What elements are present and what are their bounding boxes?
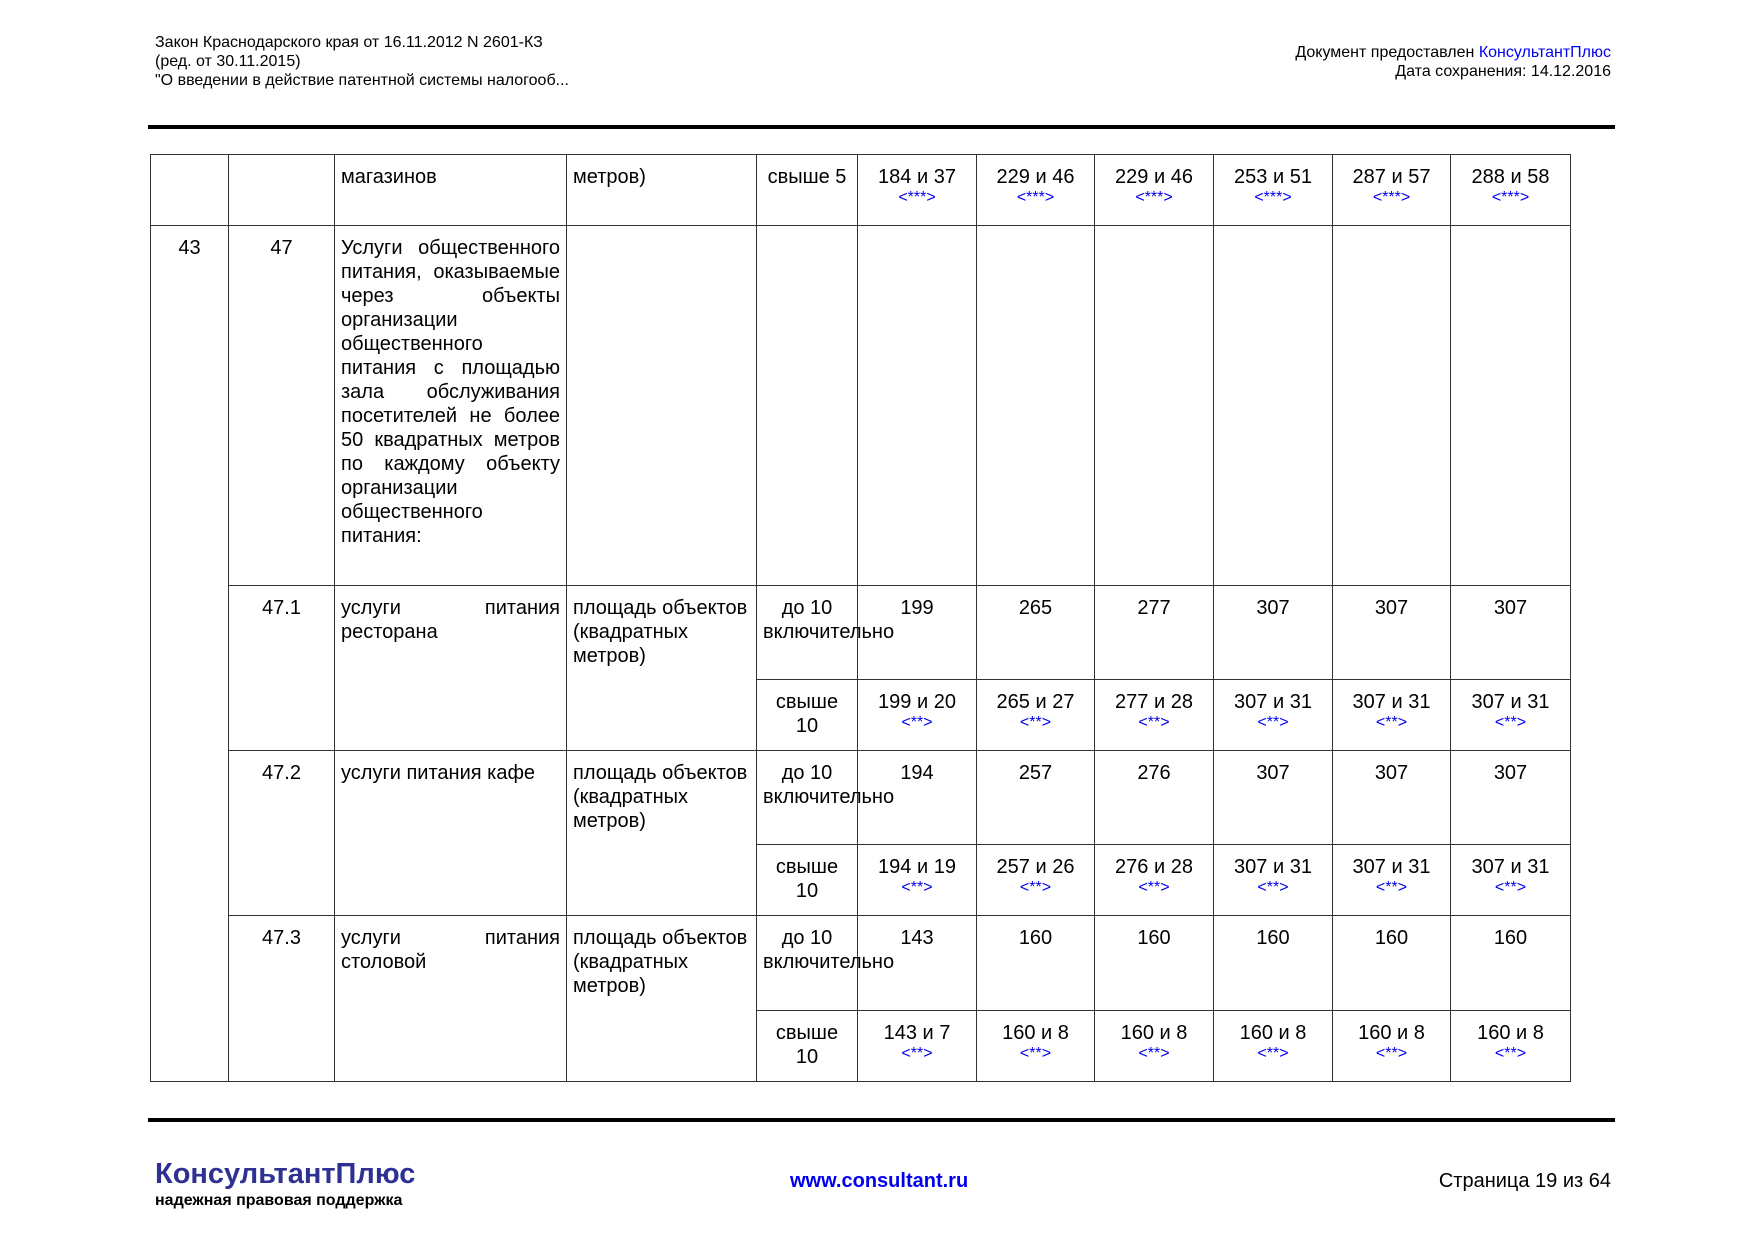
cell-rate [1095, 916, 1214, 1011]
footnote-link[interactable]: <**> [1375, 714, 1408, 731]
rate-value: 160 [1374, 927, 1409, 949]
provided-by-label: Документ предоставлен [1295, 44, 1475, 61]
cell-empty [1095, 226, 1214, 586]
footnote-link[interactable]: <***> [1254, 189, 1292, 206]
cell-range [757, 586, 895, 680]
doc-title-line3: "О введении в действие патентной системы налогооб... [155, 72, 569, 89]
cell-name [335, 226, 567, 586]
cell-rate [977, 680, 1095, 751]
table-row [151, 586, 1571, 680]
rate-value: 199 [900, 597, 934, 619]
rate-value: до 10 включительно [763, 597, 895, 643]
document-title [155, 33, 569, 90]
table-row [151, 916, 1571, 1011]
cell-unit [567, 916, 757, 1082]
cell-rate [1214, 751, 1333, 845]
rate-value: 307 [1493, 762, 1528, 784]
cell-rate [1333, 680, 1451, 751]
consultant-logo: КонсультантПлюс [155, 1158, 416, 1190]
footnote-link[interactable]: <***> [898, 189, 936, 206]
table-row [151, 155, 1571, 226]
cell-rate [1095, 155, 1214, 226]
rate-value: 265 [1018, 597, 1053, 619]
rate-value: 265 и 27 [996, 691, 1075, 713]
cell-rate [1214, 1011, 1333, 1082]
header-divider [148, 125, 1615, 129]
cell-name [335, 751, 567, 916]
cell-empty [1333, 226, 1451, 586]
cell-num [151, 226, 229, 1082]
cell-rate [1095, 751, 1214, 845]
cell-empty [977, 226, 1095, 586]
footnote-link[interactable]: <**> [1019, 1045, 1052, 1062]
website-link[interactable]: www.consultant.ru [790, 1170, 969, 1192]
rate-value: 194 и 19 [878, 856, 956, 878]
cell-rate [1451, 845, 1571, 916]
cell-empty [757, 226, 858, 586]
footnote-link[interactable]: <**> [1019, 714, 1052, 731]
cell-range [757, 1011, 858, 1082]
footnote-link[interactable]: <**> [901, 879, 933, 896]
rate-value: площадь объектов (квадратных метров) [573, 927, 748, 997]
rate-value: 288 и 58 [1471, 166, 1550, 188]
rate-value: 43 [178, 237, 201, 259]
provider-link[interactable]: КонсультантПлюс [1478, 44, 1611, 61]
footnote-link[interactable]: <**> [1138, 714, 1170, 731]
cell-code [229, 226, 335, 586]
footnote-link[interactable]: <***> [1016, 189, 1055, 206]
rate-value: 257 [1018, 762, 1053, 784]
cell-unit [567, 586, 757, 751]
footnote-link[interactable]: <**> [1138, 879, 1170, 896]
rate-value: 307 и 31 [1234, 856, 1312, 878]
cell-rate [1451, 1011, 1571, 1082]
cell-range [757, 680, 858, 751]
cell-rate [1095, 586, 1214, 680]
cell-rate [858, 1011, 977, 1082]
cell-rate [977, 751, 1095, 845]
cell-rate [1333, 751, 1451, 845]
cell-range [757, 845, 858, 916]
footnote-link[interactable]: <**> [901, 714, 933, 731]
rate-value: 307 [1374, 597, 1409, 619]
rate-value: 194 [900, 762, 934, 784]
rate-value: 307 и 31 [1352, 856, 1431, 878]
cell-rate [858, 680, 977, 751]
rate-value: 257 и 26 [996, 856, 1075, 878]
cell-empty [1214, 226, 1333, 586]
cell-rate [1095, 845, 1214, 916]
footnote-link[interactable]: <**> [901, 1045, 933, 1062]
rate-value: услуги питания кафе [341, 762, 536, 784]
rate-value: 287 и 57 [1352, 166, 1431, 188]
rate-value: 160 [1137, 927, 1171, 949]
cell-code [229, 751, 335, 916]
cell-rate [1333, 1011, 1451, 1082]
rate-value: 277 и 28 [1115, 691, 1193, 713]
cell-name [335, 916, 567, 1082]
footnote-link[interactable]: <**> [1257, 879, 1289, 896]
rate-value: площадь объектов (квадратных метров) [573, 762, 748, 832]
footnote-link[interactable]: <**> [1375, 879, 1408, 896]
rate-value: 160 [1018, 927, 1053, 949]
cell-code [229, 916, 335, 1082]
rate-value: 307 и 31 [1234, 691, 1312, 713]
cell-rate [1451, 751, 1571, 845]
cell-empty [858, 226, 977, 586]
rate-value: 160 и 8 [1002, 1022, 1069, 1044]
footnote-link[interactable]: <**> [1257, 1045, 1289, 1062]
cell-rate [977, 916, 1095, 1011]
rate-value: 143 [900, 927, 934, 949]
rate-value: 160 и 8 [1358, 1022, 1425, 1044]
footnote-link[interactable]: <**> [1494, 879, 1527, 896]
rate-value: 307 и 31 [1471, 691, 1550, 713]
cell-rate [1451, 586, 1571, 680]
rate-value: услуги питания столовой [341, 927, 560, 973]
footnote-link[interactable]: <***> [1491, 189, 1530, 206]
cell-range [757, 916, 895, 1011]
footer-divider [148, 1118, 1615, 1122]
footnote-link[interactable]: <***> [1135, 189, 1173, 206]
rate-value: 160 и 8 [1120, 1022, 1188, 1044]
table-row [151, 751, 1571, 845]
cell-rate [1451, 916, 1571, 1011]
cell-empty [567, 226, 757, 586]
table-row [151, 226, 1571, 586]
rate-value: 47.2 [262, 762, 301, 784]
saved-date: Дата сохранения: 14.12.2016 [1395, 63, 1611, 80]
page-number: Страница 19 из 64 [1438, 1170, 1611, 1192]
cell-rate [1214, 845, 1333, 916]
rate-value: свыше 10 [775, 691, 839, 737]
rate-value: 307 [1256, 597, 1290, 619]
rate-value: 160 и 8 [1477, 1022, 1544, 1044]
footnote-link[interactable]: <**> [1494, 714, 1527, 731]
cell-rate [1333, 586, 1451, 680]
cell-num [151, 155, 229, 226]
rate-value: до 10 включительно [763, 927, 895, 973]
cell-rate [1451, 155, 1571, 226]
rate-value: 276 [1137, 762, 1171, 784]
cell-range [757, 751, 895, 845]
cell-rate [1214, 680, 1333, 751]
cell-rate [1214, 586, 1333, 680]
cell-rate [1451, 680, 1571, 751]
rate-value: свыше 10 [775, 1022, 839, 1068]
cell-rate [1214, 916, 1333, 1011]
cell-empty [1451, 226, 1571, 586]
rate-value: услуги питания ресторана [341, 597, 560, 643]
cell-rate [977, 586, 1095, 680]
cell-rate [1214, 155, 1333, 226]
rate-value: магазинов [341, 166, 437, 188]
cell-rate [858, 845, 977, 916]
rate-value: 143 и 7 [883, 1022, 951, 1044]
cell-rate [1333, 916, 1451, 1011]
cell-rate [1095, 1011, 1214, 1082]
rate-value: 307 [1374, 762, 1409, 784]
cell-rate [977, 155, 1095, 226]
cell-rate [977, 1011, 1095, 1082]
rate-value: 47 [270, 237, 293, 259]
cell-rate [1095, 680, 1214, 751]
rate-value: 47.1 [262, 597, 301, 619]
logo-tagline: надежная правовая поддержка [155, 1192, 403, 1209]
doc-title-line2: (ред. от 30.11.2015) [155, 53, 301, 70]
cell-unit [567, 155, 757, 226]
rate-value: 160 и 8 [1239, 1022, 1307, 1044]
cell-unit [567, 751, 757, 916]
cell-code [229, 155, 335, 226]
rate-value: свыше 5 [767, 166, 847, 188]
cell-name [335, 586, 567, 751]
footnote-link[interactable]: <**> [1257, 714, 1289, 731]
provider-info [1295, 43, 1611, 81]
cell-code [229, 586, 335, 751]
rate-value: 307 и 31 [1471, 856, 1550, 878]
rate-value: 47.3 [262, 927, 301, 949]
footnote-link[interactable]: <**> [1019, 879, 1052, 896]
rate-value: свыше 10 [775, 856, 839, 902]
rate-value: 277 [1137, 597, 1171, 619]
rate-value: 276 и 28 [1115, 856, 1193, 878]
rate-value: 160 [1493, 927, 1528, 949]
rate-value: 229 и 46 [1115, 166, 1193, 188]
rate-value: до 10 включительно [763, 762, 895, 808]
rate-value: 199 и 20 [878, 691, 956, 713]
cell-name [335, 155, 567, 226]
cell-rate [858, 155, 977, 226]
rate-value: 307 и 31 [1352, 691, 1431, 713]
cell-rate [1333, 155, 1451, 226]
cell-rate [1333, 845, 1451, 916]
rate-value: 160 [1256, 927, 1290, 949]
doc-title-line1: Закон Краснодарского края от 16.11.2012 N 2601-КЗ [155, 34, 543, 51]
rate-value: 307 [1493, 597, 1528, 619]
rate-value: 253 и 51 [1234, 166, 1312, 188]
rate-value: 229 и 46 [996, 166, 1075, 188]
rate-value: площадь объектов (квадратных метров) [573, 597, 748, 667]
cell-rate [977, 845, 1095, 916]
footnote-link[interactable]: <**> [1375, 1045, 1408, 1062]
rate-value: 307 [1256, 762, 1290, 784]
footnote-link[interactable]: <**> [1494, 1045, 1527, 1062]
rate-value: 184 и 37 [878, 166, 956, 188]
rate-value: Услуги общественного питания, оказываемые через объекты организации общественного питания с площадью зала обслуживания посетителей не более 50 квадратных метров по каждому объекту организации общественного питания: [341, 237, 560, 547]
footnote-link[interactable]: <**> [1138, 1045, 1170, 1062]
footnote-link[interactable]: <***> [1372, 189, 1411, 206]
cell-range [757, 155, 858, 226]
tax-rates-table [150, 154, 1571, 1082]
rate-value: метров) [573, 166, 646, 188]
